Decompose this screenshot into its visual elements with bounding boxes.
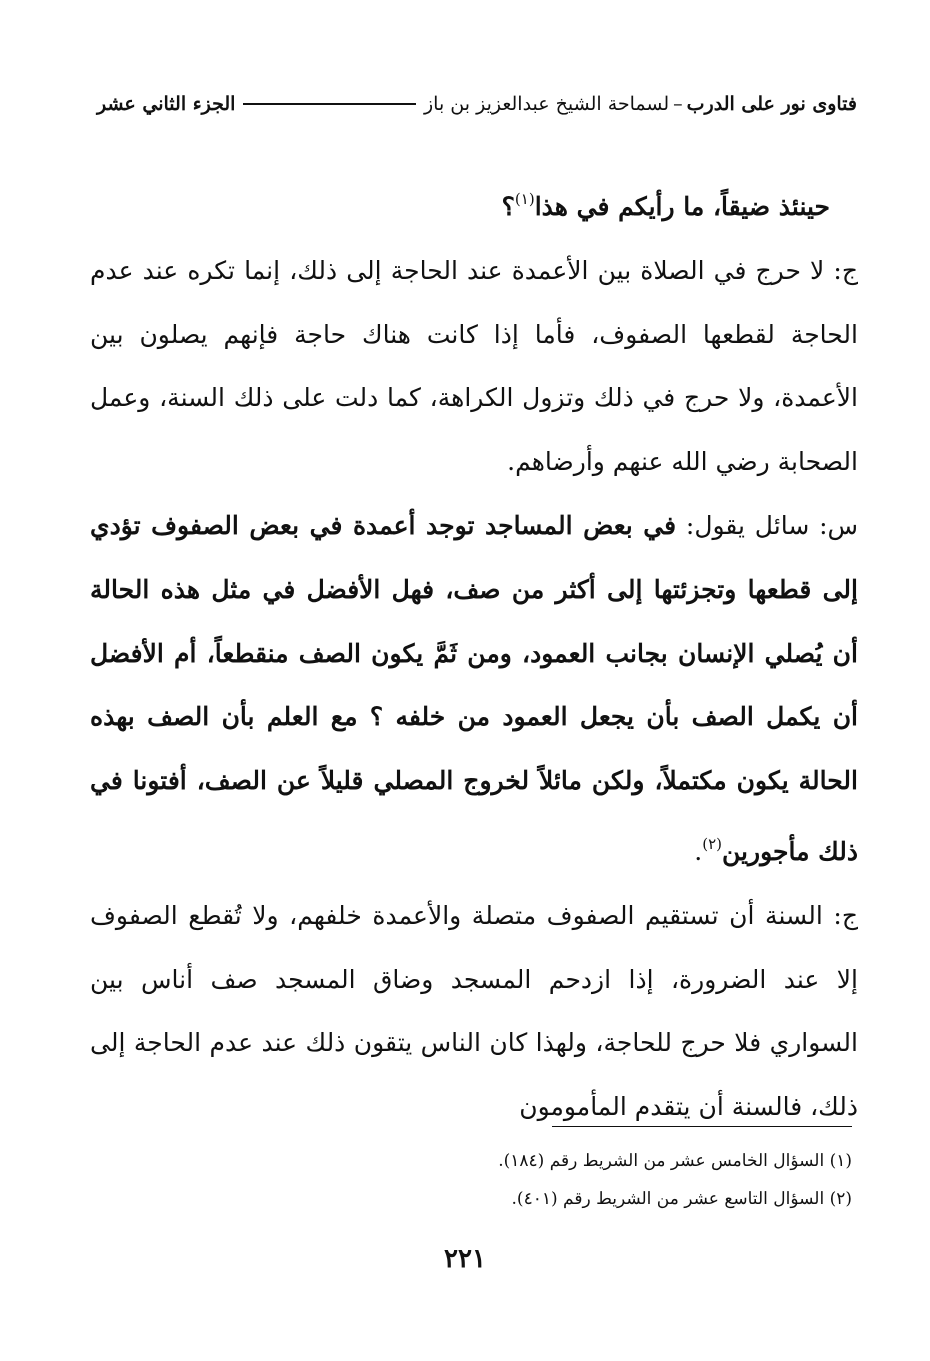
book-title: فتاوى نور على الدرب	[686, 93, 857, 115]
page-number: ٢٢١	[444, 1244, 486, 1274]
running-header	[97, 84, 857, 124]
answer-paragraph-1: ج: لا حرج في الصلاة بين الأعمدة عند الحاجة إلى ذلك، إنما تكره عند عدم الحاجة لقطعها الصفوف، فأما إذا كانت هناك حاجة فإنهم يصلون بين الأعمدة، ولا حرج في ذلك وتزول الكراهة، كما دلت على ذلك السنة، وعمل الصحابة رضي الله عنهم وأرضاهم.	[90, 255, 858, 477]
footnote-rule	[552, 1126, 852, 1127]
author-name: لسماحة الشيخ عبدالعزيز بن باز	[424, 93, 670, 115]
footnote-ref-1: (١)	[514, 190, 535, 208]
header-rule	[243, 103, 416, 105]
footnote-1: (١) السؤال الخامس عشر من الشريط رقم (١٨٤).	[498, 1151, 852, 1171]
footnote-2: (٢) السؤال التاسع عشر من الشريط رقم (٤٠١).	[511, 1189, 852, 1209]
question-paragraph: س: سائل يقول: في بعض المساجد توجد أعمدة في بعض الصفوف تؤدي إلى قطعها وتجزئتها إلى أكثر من صف، فهل الأفضل في مثل هذه الحالة أن يُصلي الإنسان بجانب العمود، ومن ثَمَّ يكون الصف منقطعاً، أم الأفضل أن يكمل الصف بأن يجعل العمود من خلفه ؟ مع العلم بأن الصف بهذه الحالة يكون مكتملاً، ولكن مائلاً لخروج المصلي قليلاً عن الصف، أفتونا في ذلك مأجورين$^{(٢)}$.	[90, 510, 859, 866]
answer-paragraph-2: ج: السنة أن تستقيم الصفوف متصلة والأعمدة خلفهم، ولا تُقطع الصفوف إلا عند الضرورة، إذا ازدحم المسجد وضاق المسجد صف أناس بين السواري فلا حرج للحاجة، ولهذا كان الناس يتقون ذلك عند عدم الحاجة إلى ذلك، فالسنة أن يتقدم المأمومون	[90, 900, 858, 1122]
header-separator: –	[673, 93, 683, 115]
page-body	[90, 168, 858, 1139]
question-text: في بعض المساجد توجد أعمدة في بعض الصفوف تؤدي إلى قطعها وتجزئتها إلى أكثر من صف، فهل الأفضل في مثل هذه الحالة أن يُصلي الإنسان بجانب العمود، ومن ثَمَّ يكون الصف منقطعاً، أم الأفضل أن يكمل الصف بأن يجعل العمود من خلفه ؟ مع العلم بأن الصف بهذه الحالة يكون مكتملاً، ولكن مائلاً لخروج المصلي قليلاً عن الصف، أفتونا في ذلك مأجورين	[90, 510, 858, 866]
question-prefix: س: سائل يقول:	[676, 510, 859, 540]
footnote-ref-2: (٢)	[702, 834, 723, 853]
question-continuation: حينئذ ضيقاً، ما رأيكم في هذا$^{(١)}$؟	[501, 190, 830, 221]
volume-part: الجزء الثاني عشر	[97, 93, 236, 115]
footnotes	[300, 1142, 852, 1218]
